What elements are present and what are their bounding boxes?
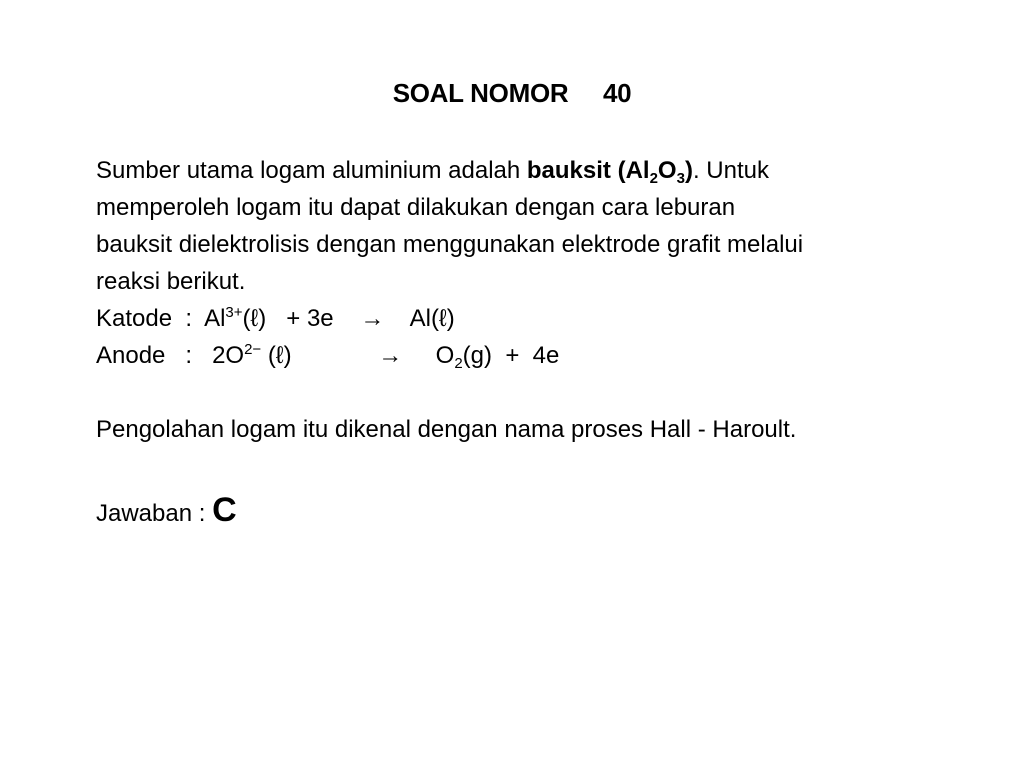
spacer xyxy=(96,448,976,468)
paragraph-line-1 xyxy=(96,152,976,189)
slide-content xyxy=(96,152,976,532)
spacer xyxy=(96,468,976,492)
paragraph-line-2: memperoleh logam itu dapat dilakukan dengan cara leburan xyxy=(96,194,736,221)
answer-letter: C xyxy=(212,491,237,529)
paragraph-line-4: reaksi berikut. xyxy=(96,268,246,295)
anode-reaction: Anode : $2O^{2-}$ (ℓ) → $O_2(g) + 4e$ xyxy=(96,341,560,372)
spacer xyxy=(96,374,976,411)
answer-label: Jawaban : xyxy=(96,500,213,527)
katode-reaction: Katode : $Al^{3+}(\ell) + 3e$ → Al(ℓ) xyxy=(96,304,455,332)
answer-line xyxy=(96,492,976,532)
bauxite-formula: bauksit $(Al_2O_3)$ xyxy=(526,157,693,187)
process-line: Pengolahan logam itu dikenal dengan nama proses Hall - Haroult. xyxy=(96,416,797,443)
intro-text-after: . Untuk xyxy=(692,157,769,184)
slide-title: SOAL NOMOR 40 xyxy=(392,78,632,108)
paragraph-line-3: bauksit dielektrolisis dengan menggunakan elektrode grafit melalui xyxy=(96,231,804,258)
intro-text: Sumber utama logam aluminium adalah xyxy=(96,157,527,184)
